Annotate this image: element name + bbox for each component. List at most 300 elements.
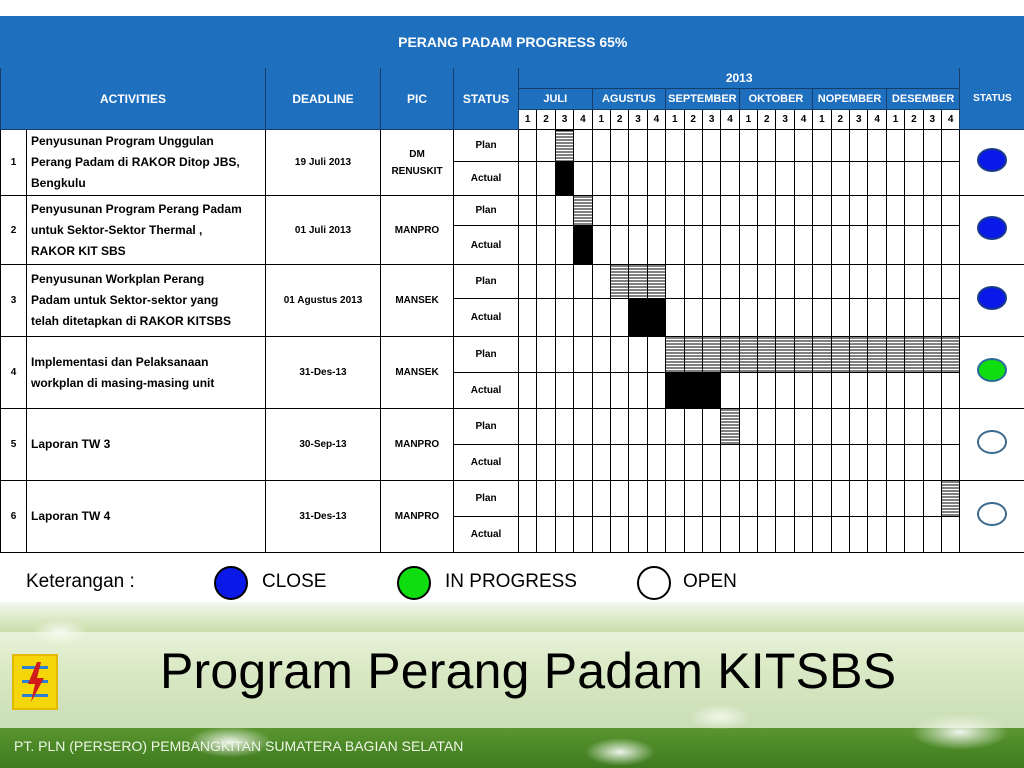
week-cell xyxy=(537,517,555,553)
week-cell xyxy=(574,445,592,481)
week-cell xyxy=(537,226,555,265)
activity-deadline: 30-Sep-13 xyxy=(266,409,381,481)
week-cell xyxy=(794,517,812,553)
week-cell xyxy=(610,299,628,337)
week-cell xyxy=(537,299,555,337)
activity-row-plan xyxy=(1,265,1024,299)
week-cell xyxy=(923,196,941,226)
week-cell xyxy=(941,265,959,299)
week-cell xyxy=(868,162,886,196)
status-close-dot-icon xyxy=(977,286,1007,310)
week-cell xyxy=(868,445,886,481)
activity-name-line: untuk Sektor-Sektor Thermal , xyxy=(31,222,203,237)
week-cell xyxy=(758,445,776,481)
plan-label: Plan xyxy=(454,409,519,445)
week-cell xyxy=(666,265,684,299)
week-cell xyxy=(702,265,720,299)
week-cell xyxy=(519,409,537,445)
week-cell xyxy=(868,299,886,337)
plan-label: Plan xyxy=(454,481,519,517)
week-cell xyxy=(592,445,610,481)
week-cell xyxy=(610,445,628,481)
status-close-dot-icon xyxy=(977,148,1007,172)
week-cell xyxy=(868,130,886,162)
week-cell xyxy=(574,299,592,337)
week-cell xyxy=(519,445,537,481)
actual-bar-cell xyxy=(574,226,592,265)
week-cell xyxy=(629,373,647,409)
week-cell xyxy=(831,196,849,226)
activity-pic-line: MANPRO xyxy=(394,439,440,450)
week-cell xyxy=(941,162,959,196)
week-cell xyxy=(574,130,592,162)
activity-name xyxy=(27,265,266,337)
week-cell xyxy=(923,517,941,553)
week-cell xyxy=(886,517,904,553)
week-cell xyxy=(886,409,904,445)
company-footer: PT. PLN (PERSERO) PEMBANGKITAN SUMATERA BAGIAN SELATAN xyxy=(14,738,464,754)
week-cell xyxy=(647,130,665,162)
week-cell xyxy=(794,265,812,299)
activity-name xyxy=(27,409,266,481)
week-cell xyxy=(758,409,776,445)
legend-label: Keterangan : xyxy=(26,571,135,592)
week-cell xyxy=(886,299,904,337)
week-cell xyxy=(758,481,776,517)
week-cell xyxy=(850,445,868,481)
week-cell xyxy=(592,265,610,299)
week-cell xyxy=(592,373,610,409)
plan-bar-cell xyxy=(647,265,665,299)
week-cell xyxy=(739,196,757,226)
week-cell xyxy=(666,299,684,337)
week-cell xyxy=(721,299,739,337)
activity-row-plan xyxy=(1,337,1024,373)
activity-name-line: Padam untuk Sektor-sektor yang xyxy=(31,293,219,307)
activity-name xyxy=(27,337,266,409)
plan-bar-cell xyxy=(813,337,831,373)
gantt-title: PERANG PADAM PROGRESS 65% xyxy=(1,17,1024,68)
header-week-number: 4 xyxy=(868,110,886,130)
week-cell xyxy=(758,373,776,409)
activity-status xyxy=(960,130,1024,196)
activity-pic-line: MANPRO xyxy=(394,224,440,236)
plan-bar-cell xyxy=(702,337,720,373)
plan-bar-cell xyxy=(629,265,647,299)
week-cell xyxy=(519,226,537,265)
header-week-number: 1 xyxy=(886,110,904,130)
activity-status xyxy=(960,265,1024,337)
week-cell xyxy=(813,162,831,196)
plan-bar-cell xyxy=(794,337,812,373)
activity-status xyxy=(960,409,1024,481)
week-cell xyxy=(905,481,923,517)
week-cell xyxy=(721,517,739,553)
week-cell xyxy=(739,517,757,553)
activity-name-line: telah ditetapkan di RAKOR KITSBS xyxy=(31,314,232,328)
week-cell xyxy=(923,445,941,481)
week-cell xyxy=(905,130,923,162)
header-month: SEPTEMBER xyxy=(666,89,740,110)
activity-name xyxy=(27,481,266,553)
week-cell xyxy=(758,299,776,337)
week-cell xyxy=(886,445,904,481)
plan-bar-cell xyxy=(555,130,573,162)
plan-bar-cell xyxy=(574,196,592,226)
legend-open-dot-icon xyxy=(637,566,671,600)
week-cell xyxy=(574,162,592,196)
activity-deadline: 19 Juli 2013 xyxy=(266,130,381,196)
week-cell xyxy=(794,162,812,196)
week-cell xyxy=(721,226,739,265)
week-cell xyxy=(886,226,904,265)
week-cell xyxy=(574,517,592,553)
header-week-number: 2 xyxy=(905,110,923,130)
week-cell xyxy=(868,226,886,265)
week-cell xyxy=(923,409,941,445)
plan-bar-cell xyxy=(941,337,959,373)
week-cell xyxy=(739,445,757,481)
week-cell xyxy=(592,130,610,162)
status-open-dot-icon xyxy=(977,430,1007,454)
week-cell xyxy=(629,481,647,517)
plan-bar-cell xyxy=(610,265,628,299)
week-cell xyxy=(537,481,555,517)
header-week-number: 2 xyxy=(831,110,849,130)
week-cell xyxy=(574,409,592,445)
week-cell xyxy=(629,226,647,265)
week-cell xyxy=(519,517,537,553)
week-cell xyxy=(831,162,849,196)
week-cell xyxy=(794,226,812,265)
status-close-dot-icon xyxy=(977,216,1007,240)
week-cell xyxy=(868,196,886,226)
week-cell xyxy=(850,196,868,226)
week-cell xyxy=(831,265,849,299)
week-cell xyxy=(813,226,831,265)
week-cell xyxy=(537,162,555,196)
activity-row-plan xyxy=(1,196,1024,226)
activity-deadline: 01 Agustus 2013 xyxy=(266,265,381,337)
plan-bar-cell xyxy=(905,337,923,373)
week-cell xyxy=(739,373,757,409)
week-cell xyxy=(831,299,849,337)
actual-label: Actual xyxy=(454,373,519,409)
header-week-number: 2 xyxy=(684,110,702,130)
week-cell xyxy=(666,481,684,517)
week-cell xyxy=(850,265,868,299)
week-cell xyxy=(684,226,702,265)
week-cell xyxy=(684,299,702,337)
header-week-number: 1 xyxy=(592,110,610,130)
week-cell xyxy=(739,481,757,517)
actual-bar-cell xyxy=(647,299,665,337)
week-cell xyxy=(610,196,628,226)
activity-number: 5 xyxy=(1,409,27,481)
week-cell xyxy=(905,373,923,409)
week-cell xyxy=(776,226,794,265)
activity-name-line: RAKOR KIT SBS xyxy=(31,243,126,258)
week-cell xyxy=(519,337,537,373)
activity-status xyxy=(960,196,1024,265)
week-cell xyxy=(776,162,794,196)
week-cell xyxy=(666,130,684,162)
week-cell xyxy=(776,299,794,337)
week-cell xyxy=(721,130,739,162)
slide-title: Program Perang Padam KITSBS xyxy=(160,643,897,699)
activity-status xyxy=(960,337,1024,409)
actual-bar-cell xyxy=(629,299,647,337)
week-cell xyxy=(850,481,868,517)
week-cell xyxy=(794,130,812,162)
week-cell xyxy=(574,481,592,517)
week-cell xyxy=(794,445,812,481)
activity-row-plan xyxy=(1,130,1024,162)
week-cell xyxy=(868,517,886,553)
week-cell xyxy=(739,409,757,445)
week-cell xyxy=(537,337,555,373)
week-cell xyxy=(702,299,720,337)
week-cell xyxy=(831,517,849,553)
activity-name-line: Laporan TW 4 xyxy=(31,509,111,523)
plan-bar-cell xyxy=(776,337,794,373)
week-cell xyxy=(941,409,959,445)
week-cell xyxy=(610,373,628,409)
plan-bar-cell xyxy=(666,337,684,373)
week-cell xyxy=(684,445,702,481)
week-cell xyxy=(813,130,831,162)
week-cell xyxy=(813,196,831,226)
week-cell xyxy=(555,409,573,445)
plan-label: Plan xyxy=(454,265,519,299)
week-cell xyxy=(776,130,794,162)
week-cell xyxy=(684,265,702,299)
actual-label: Actual xyxy=(454,517,519,553)
activity-row-plan xyxy=(1,481,1024,517)
week-cell xyxy=(758,265,776,299)
week-cell xyxy=(519,162,537,196)
week-cell xyxy=(739,226,757,265)
week-cell xyxy=(776,196,794,226)
week-cell xyxy=(886,265,904,299)
week-cell xyxy=(721,196,739,226)
week-cell xyxy=(850,226,868,265)
activity-name-line: workplan di masing-masing unit xyxy=(31,375,215,390)
activity-number: 1 xyxy=(1,130,27,196)
header-week-number: 2 xyxy=(537,110,555,130)
plan-label: Plan xyxy=(454,337,519,373)
week-cell xyxy=(684,481,702,517)
week-cell xyxy=(850,299,868,337)
week-cell xyxy=(666,409,684,445)
legend-open-label: OPEN xyxy=(683,571,737,592)
week-cell xyxy=(629,337,647,373)
week-cell xyxy=(574,373,592,409)
week-cell xyxy=(647,196,665,226)
week-cell xyxy=(702,517,720,553)
week-cell xyxy=(850,517,868,553)
week-cell xyxy=(813,481,831,517)
week-cell xyxy=(923,373,941,409)
week-cell xyxy=(923,130,941,162)
activity-name-line: Penyusunan Program Perang Padam xyxy=(31,201,242,216)
week-cell xyxy=(684,130,702,162)
activity-pic xyxy=(381,196,454,265)
week-cell xyxy=(537,373,555,409)
week-cell xyxy=(592,517,610,553)
week-cell xyxy=(868,373,886,409)
status-progress-dot-icon xyxy=(977,358,1007,382)
legend-close-label: CLOSE xyxy=(262,571,327,592)
week-cell xyxy=(721,373,739,409)
bottom-banner xyxy=(0,602,1024,768)
week-cell xyxy=(813,373,831,409)
week-cell xyxy=(537,265,555,299)
header-week-number: 1 xyxy=(739,110,757,130)
header-week-number: 1 xyxy=(813,110,831,130)
week-cell xyxy=(610,337,628,373)
week-cell xyxy=(923,226,941,265)
week-cell xyxy=(905,299,923,337)
week-cell xyxy=(850,409,868,445)
activity-pic-line: MANPRO xyxy=(394,511,440,522)
activity-pic-line: RENUSKIT xyxy=(391,165,443,177)
week-cell xyxy=(574,337,592,373)
week-cell xyxy=(905,445,923,481)
week-cell xyxy=(923,265,941,299)
week-cell xyxy=(813,445,831,481)
header-week-number: 3 xyxy=(629,110,647,130)
plan-label: Plan xyxy=(454,130,519,162)
week-cell xyxy=(831,226,849,265)
header-week-number: 4 xyxy=(794,110,812,130)
week-cell xyxy=(592,337,610,373)
header-week-number: 4 xyxy=(574,110,592,130)
week-cell xyxy=(831,481,849,517)
week-cell xyxy=(776,445,794,481)
activity-name-line: Laporan TW 3 xyxy=(31,437,111,451)
week-cell xyxy=(794,409,812,445)
header-week-number: 4 xyxy=(647,110,665,130)
header-week-number: 1 xyxy=(519,110,537,130)
activity-pic xyxy=(381,337,454,409)
week-cell xyxy=(647,409,665,445)
activity-pic-line: MANSEK xyxy=(395,295,439,306)
activity-deadline: 01 Juli 2013 xyxy=(266,196,381,265)
activity-number: 2 xyxy=(1,196,27,265)
week-cell xyxy=(941,445,959,481)
header-week-number: 2 xyxy=(758,110,776,130)
week-cell xyxy=(610,517,628,553)
week-cell xyxy=(813,409,831,445)
week-cell xyxy=(868,481,886,517)
activity-number: 6 xyxy=(1,481,27,553)
header-month: OKTOBER xyxy=(739,89,813,110)
header-month: NOPEMBER xyxy=(813,89,887,110)
activity-name-line: Perang Padam di RAKOR Ditop JBS, xyxy=(31,155,240,169)
week-cell xyxy=(555,373,573,409)
week-cell xyxy=(684,517,702,553)
plan-bar-cell xyxy=(758,337,776,373)
week-cell xyxy=(758,162,776,196)
week-cell xyxy=(592,409,610,445)
week-cell xyxy=(555,337,573,373)
plan-bar-cell xyxy=(721,337,739,373)
week-cell xyxy=(647,481,665,517)
activity-pic-line: MANSEK xyxy=(395,367,439,378)
header-deadline: DEADLINE xyxy=(266,68,381,130)
header-week-number: 1 xyxy=(666,110,684,130)
week-cell xyxy=(592,226,610,265)
legend-in-progress-label: IN PROGRESS xyxy=(445,571,577,592)
actual-bar-cell xyxy=(684,373,702,409)
activity-name-line: Bengkulu xyxy=(31,176,86,190)
week-cell xyxy=(794,373,812,409)
week-cell xyxy=(776,409,794,445)
week-cell xyxy=(666,226,684,265)
activity-name-line: Implementasi dan Pelaksanaan xyxy=(31,354,209,369)
activity-pic-line: DM xyxy=(409,148,425,160)
week-cell xyxy=(537,445,555,481)
plan-bar-cell xyxy=(941,481,959,517)
week-cell xyxy=(555,517,573,553)
week-cell xyxy=(592,162,610,196)
week-cell xyxy=(629,162,647,196)
week-cell xyxy=(941,196,959,226)
week-cell xyxy=(647,373,665,409)
week-cell xyxy=(647,226,665,265)
week-cell xyxy=(831,373,849,409)
week-cell xyxy=(629,196,647,226)
week-cell xyxy=(555,445,573,481)
week-cell xyxy=(831,130,849,162)
week-cell xyxy=(776,373,794,409)
week-cell xyxy=(519,265,537,299)
week-cell xyxy=(666,196,684,226)
week-cell xyxy=(555,196,573,226)
header-week-number: 3 xyxy=(702,110,720,130)
week-cell xyxy=(702,409,720,445)
week-cell xyxy=(886,196,904,226)
week-cell xyxy=(850,130,868,162)
actual-label: Actual xyxy=(454,445,519,481)
week-cell xyxy=(702,226,720,265)
week-cell xyxy=(555,265,573,299)
legend-in-progress-dot-icon xyxy=(397,566,431,600)
plan-bar-cell xyxy=(923,337,941,373)
week-cell xyxy=(519,373,537,409)
legend-close-dot-icon xyxy=(214,566,248,600)
week-cell xyxy=(813,299,831,337)
header-week-number: 3 xyxy=(850,110,868,130)
week-cell xyxy=(537,409,555,445)
header-activities: ACTIVITIES xyxy=(1,68,266,130)
activity-pic xyxy=(381,409,454,481)
header-week-number: 3 xyxy=(555,110,573,130)
week-cell xyxy=(868,409,886,445)
actual-label: Actual xyxy=(454,226,519,265)
week-cell xyxy=(555,481,573,517)
week-cell xyxy=(684,162,702,196)
week-cell xyxy=(537,196,555,226)
actual-label: Actual xyxy=(454,162,519,196)
week-cell xyxy=(813,517,831,553)
week-cell xyxy=(702,162,720,196)
week-cell xyxy=(905,265,923,299)
activity-pic xyxy=(381,130,454,196)
week-cell xyxy=(555,299,573,337)
header-week-number: 3 xyxy=(776,110,794,130)
